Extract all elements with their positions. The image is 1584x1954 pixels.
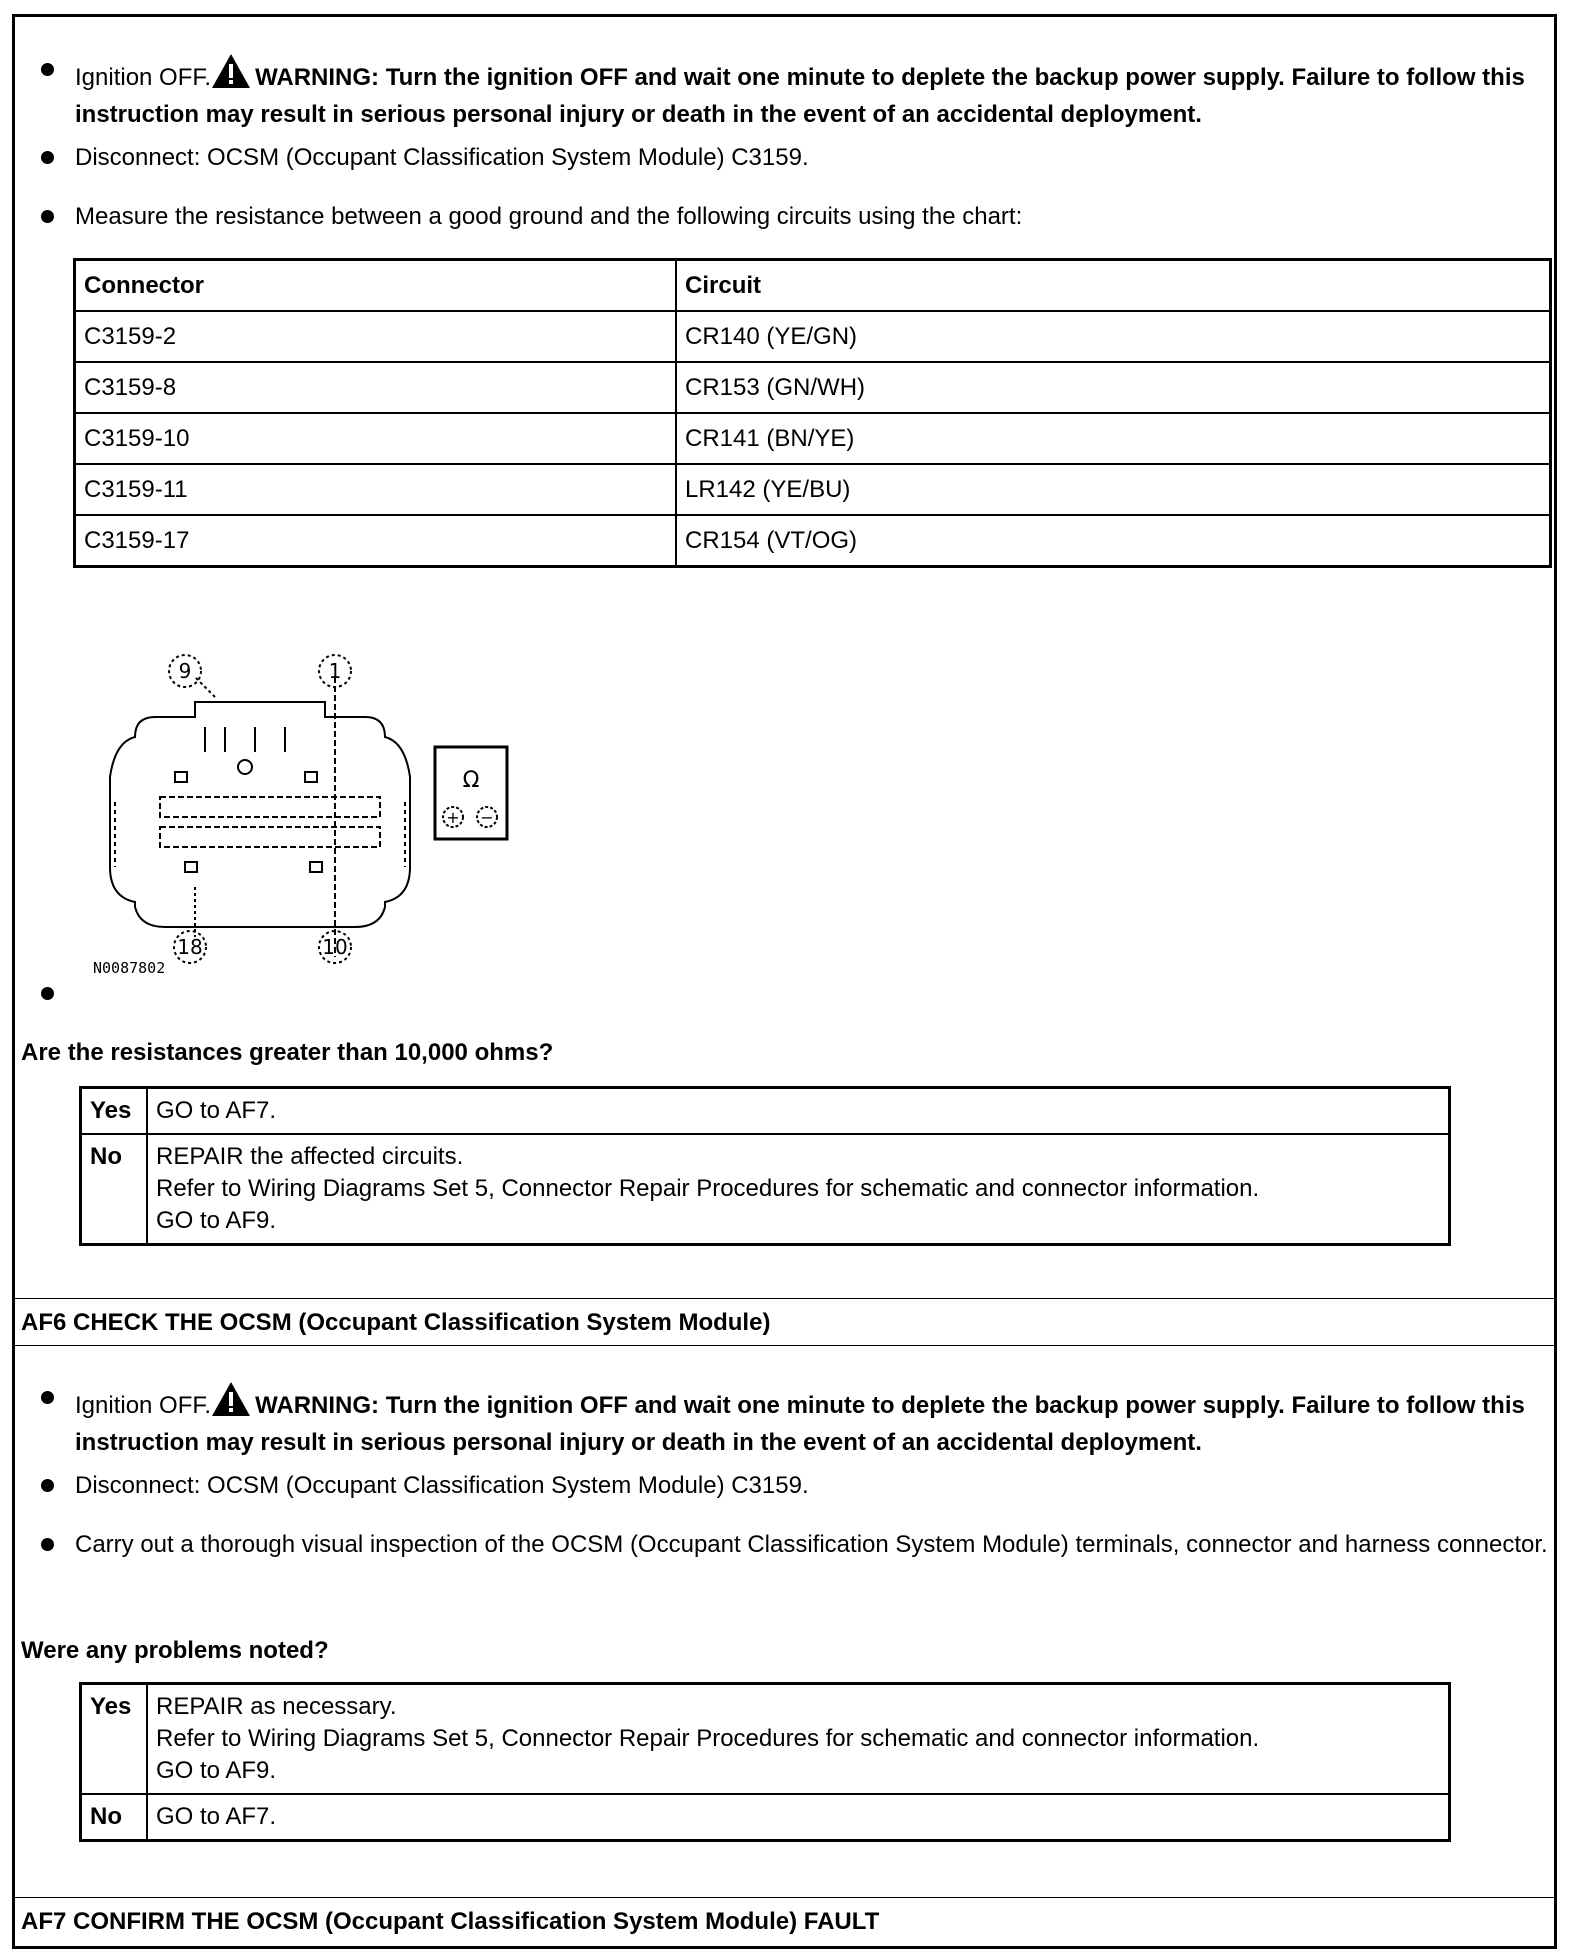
answer-text [147, 1684, 1450, 1795]
meter-plus: + [446, 808, 460, 827]
table-row [75, 464, 1551, 515]
connector-cell: C3159-10 [75, 413, 677, 464]
ignition-off-text: Ignition OFF. [75, 1392, 212, 1419]
pin-label-10: 10 [322, 935, 348, 959]
warning-triangle-icon [211, 53, 251, 98]
bullet-dot [41, 1479, 54, 1492]
connector-diagram [85, 637, 645, 967]
section-title-af6: AF6 CHECK THE OCSM (Occupant Classification System Module) [15, 1298, 1554, 1346]
inspection-text: Carry out a thorough visual inspection of the OCSM (Occupant Classification System Module) terminals, connector and harness connector. [75, 1531, 1548, 1558]
answer-text [147, 1794, 1450, 1841]
header-connector: Connector [75, 260, 677, 312]
bullet-ignition-off [15, 53, 1560, 128]
bullet-dot [41, 1391, 54, 1404]
measure-text: Measure the resistance between a good ground and the following circuits using the chart: [75, 203, 1023, 230]
answer-row-yes [81, 1088, 1450, 1135]
bullet-dot [41, 210, 54, 223]
circuit-cell: CR141 (BN/YE) [676, 413, 1551, 464]
answer-key: Yes [81, 1088, 148, 1135]
answer-line: Refer to Wiring Diagrams Set 5, Connector Repair Procedures for schematic and connector information. [156, 1175, 1260, 1202]
section-title-af7: AF7 CONFIRM THE OCSM (Occupant Classification System Module) FAULT [15, 1897, 1554, 1945]
answer-line: REPAIR the affected circuits. [156, 1143, 464, 1170]
disconnect-text: Disconnect: OCSM (Occupant Classification System Module) C3159. [75, 1472, 809, 1499]
procedure-frame [12, 14, 1557, 1949]
circuit-cell: CR153 (GN/WH) [676, 362, 1551, 413]
table-row [75, 515, 1551, 567]
bullet-dot [41, 1538, 54, 1551]
answer-text [147, 1088, 1450, 1135]
answer-key: No [81, 1794, 148, 1841]
warning-triangle-icon [211, 1381, 251, 1426]
circuit-cell: LR142 (YE/BU) [676, 464, 1551, 515]
connector-cell: C3159-17 [75, 515, 677, 567]
pin-label-9: 9 [178, 659, 192, 683]
answer-row-no [81, 1794, 1450, 1841]
table-header-row [75, 260, 1551, 312]
answer-key: No [81, 1134, 148, 1245]
bullet-dot [41, 987, 54, 1000]
bullet-visual-inspection [15, 1528, 1560, 1598]
meter-minus: − [480, 808, 494, 827]
answer-text [147, 1134, 1450, 1245]
answer-key: Yes [81, 1684, 148, 1795]
bullet-ignition-off-af6 [15, 1381, 1560, 1456]
connector-cell: C3159-11 [75, 464, 677, 515]
circuit-cell: CR140 (YE/GN) [676, 311, 1551, 362]
question-problems: Were any problems noted? [21, 1637, 329, 1664]
pin-label-18: 18 [177, 935, 203, 959]
bullet-dot [41, 63, 54, 76]
ohm-meter-icon: Ω [462, 768, 480, 793]
pin-label-1: 1 [328, 659, 342, 683]
circuit-cell: CR154 (VT/OG) [676, 515, 1551, 567]
table-row [75, 311, 1551, 362]
table-row [75, 362, 1551, 413]
connector-circuit-table [73, 258, 1552, 568]
answer-line: GO to AF9. [156, 1207, 277, 1234]
connector-cell: C3159-2 [75, 311, 677, 362]
header-circuit: Circuit [676, 260, 1551, 312]
ignition-off-text: Ignition OFF. [75, 64, 212, 91]
answer-row-yes [81, 1684, 1450, 1795]
answer-row-no [81, 1134, 1450, 1245]
answer-line: GO to AF9. [156, 1757, 277, 1784]
answer-line: GO to AF7. [156, 1097, 277, 1124]
answer-line: GO to AF7. [156, 1803, 277, 1830]
bullet-dot [41, 151, 54, 164]
answer-line: REPAIR as necessary. [156, 1693, 397, 1720]
answer-line: Refer to Wiring Diagrams Set 5, Connector Repair Procedures for schematic and connector information. [156, 1725, 1260, 1752]
warning-text: WARNING: Turn the ignition OFF and wait one minute to deplete the backup power supply. Failure to follow this instruction may result in serious personal injury or death in the event of an accidental deployment. [75, 1392, 1525, 1456]
figure-code: N0087802 [93, 959, 166, 977]
connector-cell: C3159-8 [75, 362, 677, 413]
question-resistance: Are the resistances greater than 10,000 ohms? [21, 1039, 554, 1066]
yes-no-table-af5 [79, 1086, 1451, 1246]
yes-no-table-af6 [79, 1682, 1451, 1842]
table-row [75, 413, 1551, 464]
warning-text: WARNING: Turn the ignition OFF and wait one minute to deplete the backup power supply. Failure to follow this instruction may result in serious personal injury or death in the event of an accidental deployment. [75, 64, 1525, 128]
bullet-diagram [15, 977, 1560, 997]
disconnect-text: Disconnect: OCSM (Occupant Classification System Module) C3159. [75, 144, 809, 171]
